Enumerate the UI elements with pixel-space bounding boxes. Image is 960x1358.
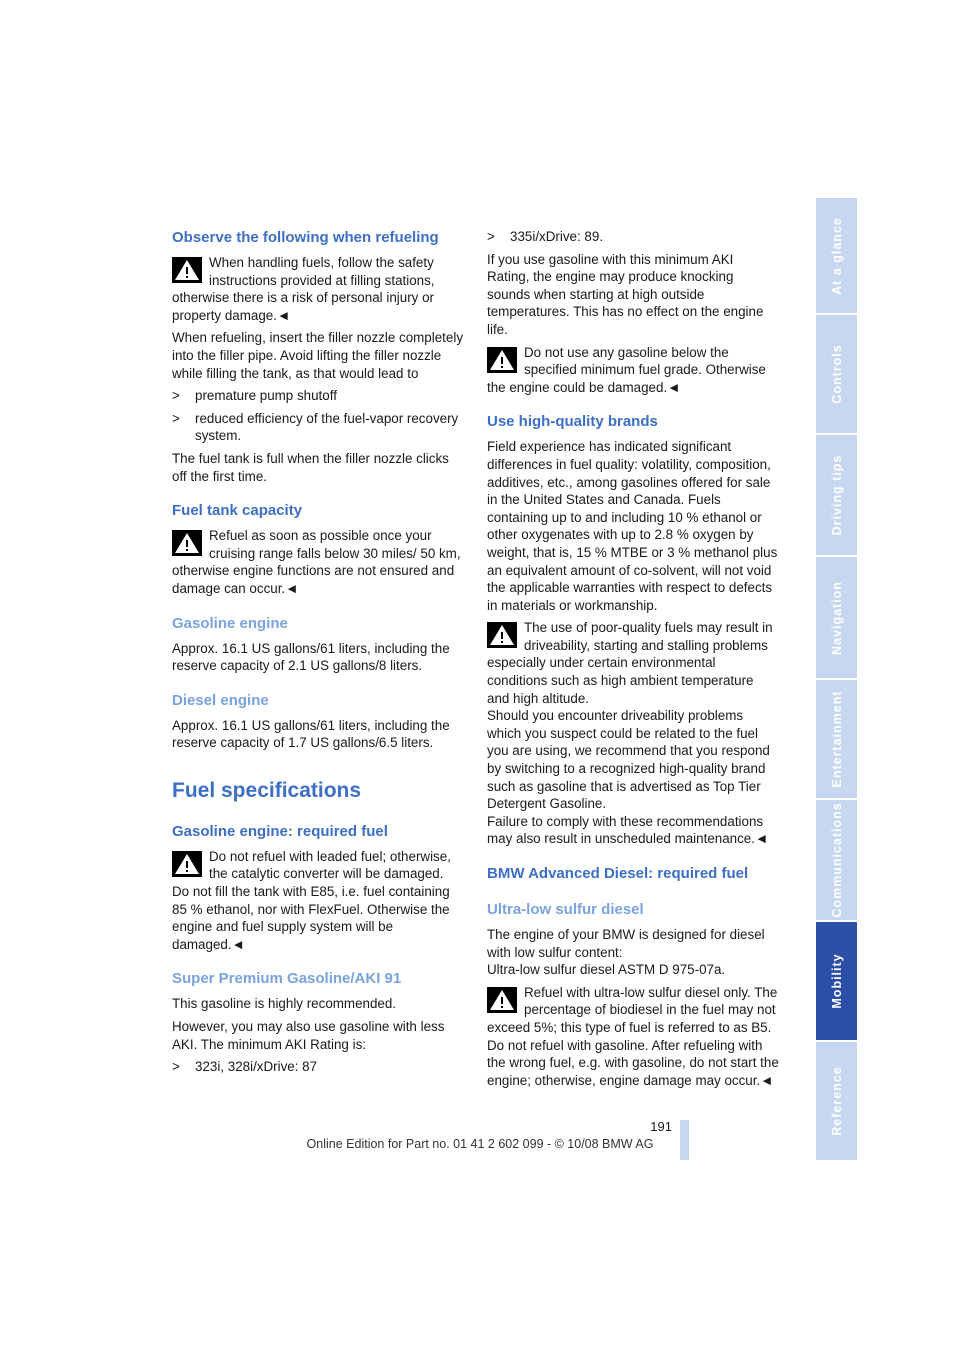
warning-triangle-icon (487, 622, 517, 648)
heading-ultra-low-sulfur: Ultra-low sulfur diesel (487, 901, 644, 918)
text-ulsd-2: Ultra-low sulfur diesel ASTM D 975-07a. (487, 962, 726, 978)
footer-edition: Online Edition for Part no. 01 41 2 602 099 - © 10/08 BMW AG (306, 1137, 654, 1151)
page-number: 191 (650, 1119, 672, 1134)
heading-capacity: Fuel tank capacity (172, 502, 303, 520)
tab-controls[interactable]: Controls (816, 315, 857, 433)
tab-at-a-glance[interactable]: At a glance (816, 198, 857, 313)
list-item: > premature pump shutoff (172, 388, 337, 404)
text-super-2: However, you may also use gasoline with less AKI. The minimum AKI Rating is: (172, 1019, 445, 1052)
list-item: > 323i, 328i/xDrive: 87 (172, 1059, 318, 1075)
text-quality-2: Should you encounter driveability problems which you suspect could be related to the fuel you are using, we recommend that you respond by switching to a recognized high-quality brand such as gasoline that is advertised as Top Tier Detergent Gasoline. (487, 708, 770, 812)
warning-triangle-icon (172, 851, 202, 877)
left-column (172, 228, 464, 1081)
heading-brands: Use high-quality brands (487, 413, 658, 431)
heading-diesel-required: BMW Advanced Diesel: required fuel (487, 865, 749, 882)
warning-refueling: When handling fuels, follow the safety instructions provided at filling stations, otherwise there is a risk of personal injury or property damage.◄ (172, 255, 435, 323)
text-gasoline-capacity: Approx. 16.1 US gallons/61 liters, including the reserve capacity of 2.1 US gallons/8 liters. (172, 640, 450, 674)
text-brands: Field experience has indicated significant differences in fuel quality: volatility, composition, additives, etc., among gasolines offered for sale in the United States and Canada. Fuels containing up to and including 10 % ethanol or other oxygenates with up to 2.8 % oxygen by weight, that is, 15 % MTBE or 3 % methanol plus an equivalent amount of co-solvent, will not void the applicable warranties with respect to defects in materials or workmanship. (487, 439, 778, 613)
right-column (487, 228, 779, 1094)
warning-poor-quality: The use of poor-quality fuels may result in driveability, starting and stalling problems especially under certain environmental conditions such as high ambient temperature and high altitude. (487, 620, 773, 706)
heading-fuel-specifications: Fuel specifications (172, 778, 362, 802)
tab-entertainment[interactable]: Entertainment (816, 680, 857, 798)
text-refueling: When refueling, insert the filler nozzle completely into the filler pipe. Avoid lifting the filler nozzle while filling the tank, as that would lead to (172, 330, 464, 381)
heading-diesel-engine: Diesel engine (172, 691, 269, 709)
warning-triangle-icon (172, 530, 202, 556)
text-ulsd-1: The engine of your BMW is designed for diesel with low sulfur content: (487, 927, 765, 960)
heading-gasoline-required: Gasoline engine: required fuel (172, 822, 388, 840)
chapter-tabs (816, 198, 857, 1162)
tab-navigation[interactable]: Navigation (816, 557, 857, 678)
tab-reference[interactable]: Reference (816, 1042, 857, 1160)
warning-fuel-grade: Do not use any gasoline below the specified minimum fuel grade. Otherwise the engine could be damaged.◄ (487, 344, 766, 395)
heading-refueling: Observe the following when refueling (172, 229, 439, 246)
warning-triangle-icon (172, 257, 202, 283)
text-diesel-capacity: Approx. 16.1 US gallons/61 liters, including the reserve capacity of 1.7 US gallons/6.5 liters. (172, 717, 450, 751)
text-quality-3: Failure to comply with these recommendations may also result in unscheduled maintenance.◄ (487, 813, 769, 847)
tab-driving-tips[interactable]: Driving tips (816, 435, 857, 555)
warning-diesel: Refuel with ultra-low sulfur diesel only. The percentage of biodiesel in the fuel may not exceed 5%; this type of fuel is referred to as B5. Do not refuel with gasoline. After refueling with the wrong fuel, e.g. with gasoline, do not start the engine; otherwise, engine damage may occur.◄ (487, 984, 779, 1088)
list-item: > 335i/xDrive: 89. (487, 229, 604, 244)
warning-triangle-icon (487, 987, 517, 1013)
text-super-1: This gasoline is highly recommended. (172, 996, 397, 1012)
text-knocking: If you use gasoline with this minimum AKI Rating, the engine may produce knocking sounds when starting at high outside temperatures. This has no effect on the engine life. (487, 251, 764, 337)
warning-capacity: Refuel as soon as possible once your cruising range falls below 30 miles/ 50 km, otherwise engine functions are not ensured and damage can occur.◄ (172, 528, 461, 596)
heading-super-premium: Super Premium Gasoline/AKI 91 (172, 970, 402, 988)
text-tank-full: The fuel tank is full when the filler nozzle clicks off the first time. (172, 450, 449, 484)
tab-communications[interactable]: Communications (816, 800, 857, 920)
warning-leaded-fuel: Do not refuel with leaded fuel; otherwise, the catalytic converter will be damaged. Do not fill the tank with E85, i.e. fuel containing 85 % ethanol, nor with FlexFuel. Otherwise the engine and fuel supply system will be damaged.◄ (172, 848, 451, 952)
warning-triangle-icon (487, 347, 517, 373)
tab-mobility[interactable]: Mobility (816, 922, 857, 1040)
heading-gasoline-engine: Gasoline engine (172, 614, 288, 632)
list-item: > reduced efficiency of the fuel-vapor recovery system. (172, 410, 459, 444)
